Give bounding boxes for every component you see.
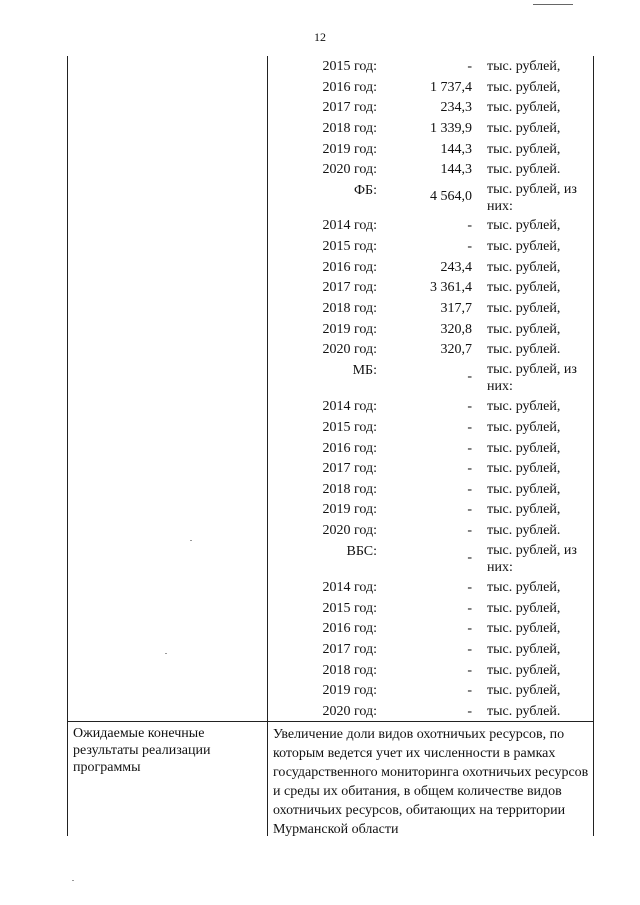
row-value: 234,3: [440, 100, 472, 115]
row-label: 2019 год:: [322, 502, 377, 517]
row-value: -: [467, 420, 472, 435]
row-label: 2015 год:: [322, 59, 377, 74]
row-value: -: [467, 704, 472, 719]
funding-year-row: [270, 480, 600, 500]
row-label: 2017 год:: [322, 642, 377, 657]
row-unit: [487, 578, 560, 598]
row-label: МБ:: [352, 363, 377, 378]
row-value: -: [467, 502, 472, 517]
row-label: 2018 год:: [322, 301, 377, 316]
row-unit-line1: тыс. рублей,: [487, 663, 561, 678]
row-unit: [487, 140, 560, 160]
row-label: 2017 год:: [322, 280, 377, 295]
row-unit-line1: тыс. рублей,: [487, 121, 561, 136]
row-unit-line1: тыс. рублей, из: [487, 543, 577, 558]
funding-year-row: [270, 681, 600, 701]
row-unit: [487, 258, 560, 278]
row-unit: [487, 702, 560, 722]
row-unit-line1: тыс. рублей,: [487, 322, 561, 337]
row-value: 320,8: [440, 322, 472, 337]
funding-year-row: [270, 640, 600, 660]
row-label: ВБС:: [346, 544, 377, 559]
scan-speck: [190, 540, 192, 541]
row-label: 2018 год:: [322, 482, 377, 497]
top-rule: [533, 4, 573, 5]
row-label: 2017 год:: [322, 100, 377, 115]
row-unit-line1: тыс. рублей,: [487, 502, 561, 517]
row-value: -: [467, 580, 472, 595]
row-unit-line1: тыс. рублей,: [487, 80, 561, 95]
row-value: 317,7: [440, 301, 472, 316]
funding-year-row: [270, 439, 600, 459]
row-unit: [487, 397, 560, 417]
funding-source-row: [270, 542, 600, 575]
funding-year-row: [270, 397, 600, 417]
row-value: -: [467, 441, 472, 456]
row-unit-line1: тыс. рублей,: [487, 621, 561, 636]
funding-year-row: [270, 237, 600, 257]
row-value: -: [467, 59, 472, 74]
row-unit: [487, 361, 577, 395]
row-unit-line1: тыс. рублей, из: [487, 182, 577, 197]
row-unit-line1: тыс. рублей,: [487, 580, 561, 595]
row-unit-line1: тыс. рублей, из: [487, 362, 577, 377]
funding-year-row: [270, 98, 600, 118]
funding-year-row: [270, 521, 600, 541]
row-unit: [487, 439, 560, 459]
row-label: 2016 год:: [322, 260, 377, 275]
funding-year-row: [270, 500, 600, 520]
row-value: 3 361,4: [430, 280, 472, 295]
row-label: 2019 год:: [322, 322, 377, 337]
funding-year-row: [270, 258, 600, 278]
funding-year-row: [270, 140, 600, 160]
row-unit: [487, 681, 560, 701]
row-unit-line1: тыс. рублей,: [487, 642, 561, 657]
funding-year-row: [270, 119, 600, 139]
funding-year-row: [270, 320, 600, 340]
row-value: -: [467, 663, 472, 678]
row-label: 2016 год:: [322, 621, 377, 636]
row-unit: [487, 119, 560, 139]
row-value: -: [467, 642, 472, 657]
funding-year-row: [270, 418, 600, 438]
row-unit-line1: тыс. рублей,: [487, 420, 561, 435]
funding-source-row: [270, 361, 600, 394]
row-unit-line2: них:: [487, 379, 513, 394]
row-unit: [487, 459, 560, 479]
row-unit: [487, 640, 560, 660]
row-value: -: [467, 369, 472, 384]
row-unit-line1: тыс. рублей.: [487, 523, 561, 538]
funding-year-row: [270, 459, 600, 479]
row-label: ФБ:: [354, 183, 377, 198]
row-unit-line1: тыс. рублей,: [487, 280, 561, 295]
row-value: 144,3: [440, 162, 472, 177]
row-label: 2014 год:: [322, 218, 377, 233]
funding-year-row: [270, 78, 600, 98]
row-value: 1 339,9: [430, 121, 472, 136]
row-value: -: [467, 550, 472, 565]
row-value: -: [467, 683, 472, 698]
row-unit: [487, 181, 577, 215]
funding-year-row: [270, 216, 600, 236]
row-unit-line2: них:: [487, 560, 513, 575]
row-value: -: [467, 461, 472, 476]
row-value: 320,7: [440, 342, 472, 357]
row-unit: [487, 98, 560, 118]
row-unit-line1: тыс. рублей,: [487, 100, 561, 115]
row-unit-line1: тыс. рублей,: [487, 301, 561, 316]
row-unit: [487, 278, 560, 298]
row-unit-line1: тыс. рублей,: [487, 260, 561, 275]
row-unit: [487, 619, 560, 639]
funding-year-row: [270, 702, 600, 722]
scan-speck: [165, 653, 167, 654]
row-unit: [487, 418, 560, 438]
row-label: 2016 год:: [322, 441, 377, 456]
row-label: 2015 год:: [322, 420, 377, 435]
row-value: -: [467, 621, 472, 636]
row-unit: [487, 299, 560, 319]
row-label: 2016 год:: [322, 80, 377, 95]
row-unit: [487, 500, 560, 520]
row-unit-line1: тыс. рублей,: [487, 683, 561, 698]
row-value: -: [467, 399, 472, 414]
row-label: 2019 год:: [322, 683, 377, 698]
row-unit-line1: тыс. рублей,: [487, 441, 561, 456]
row-unit-line1: тыс. рублей,: [487, 218, 561, 233]
row-unit-line1: тыс. рублей,: [487, 601, 561, 616]
funding-year-row: [270, 57, 600, 77]
row-unit: [487, 237, 560, 257]
row-value: -: [467, 218, 472, 233]
row-unit-line1: тыс. рублей,: [487, 239, 561, 254]
row-unit-line1: тыс. рублей.: [487, 342, 561, 357]
row-unit-line1: тыс. рублей,: [487, 482, 561, 497]
row-label: 2020 год:: [322, 342, 377, 357]
row-unit: [487, 599, 560, 619]
funding-year-row: [270, 619, 600, 639]
funding-year-row: [270, 578, 600, 598]
row-label: 2018 год:: [322, 663, 377, 678]
funding-year-row: [270, 599, 600, 619]
row-value: -: [467, 523, 472, 538]
row-unit-line1: тыс. рублей,: [487, 59, 561, 74]
row-unit: [487, 480, 560, 500]
row-value: 1 737,4: [430, 80, 472, 95]
row-label: 2020 год:: [322, 704, 377, 719]
page-number: 12: [314, 30, 326, 44]
row-value: 243,4: [440, 260, 472, 275]
row-unit-line1: тыс. рублей,: [487, 399, 561, 414]
row-unit: [487, 521, 560, 541]
row-unit-line1: тыс. рублей.: [487, 162, 561, 177]
row-unit: [487, 340, 560, 360]
row-label: 2018 год:: [322, 121, 377, 136]
row-label: 2015 год:: [322, 239, 377, 254]
results-label: Ожидаемые конечные результаты реализации программы: [73, 726, 211, 775]
table-column-divider: [267, 56, 268, 836]
row-value: -: [467, 601, 472, 616]
row-value: -: [467, 239, 472, 254]
row-unit: [487, 542, 577, 576]
row-unit: [487, 216, 560, 236]
row-value: 144,3: [440, 142, 472, 157]
row-unit-line1: тыс. рублей,: [487, 461, 561, 476]
table-left-border: [67, 56, 68, 836]
row-unit: [487, 57, 560, 77]
funding-year-row: [270, 299, 600, 319]
funding-source-row: [270, 181, 600, 214]
row-label: 2020 год:: [322, 162, 377, 177]
row-unit: [487, 661, 560, 681]
funding-year-row: [270, 661, 600, 681]
row-value: 4 564,0: [430, 189, 472, 204]
row-label: 2019 год:: [322, 142, 377, 157]
funding-year-row: [270, 278, 600, 298]
row-label: 2015 год:: [322, 601, 377, 616]
results-text: Увеличение доли видов охотничьих ресурсов, по которым ведется учет их численности в рамках государственного мониторинга охотничьих ресурсов и среды их обитания, в общем количестве видов охотничьих ресурсов, обитающих на территории Мурманской области: [273, 727, 589, 837]
row-unit-line1: тыс. рублей,: [487, 142, 561, 157]
row-value: -: [467, 482, 472, 497]
row-label: 2014 год:: [322, 399, 377, 414]
row-label: 2017 год:: [322, 461, 377, 476]
row-unit: [487, 160, 560, 180]
row-unit-line1: тыс. рублей.: [487, 704, 561, 719]
scan-speck: [72, 880, 74, 881]
funding-year-row: [270, 160, 600, 180]
row-unit: [487, 78, 560, 98]
row-label: 2020 год:: [322, 523, 377, 538]
funding-year-row: [270, 340, 600, 360]
row-unit-line2: них:: [487, 199, 513, 214]
row-label: 2014 год:: [322, 580, 377, 595]
row-unit: [487, 320, 560, 340]
